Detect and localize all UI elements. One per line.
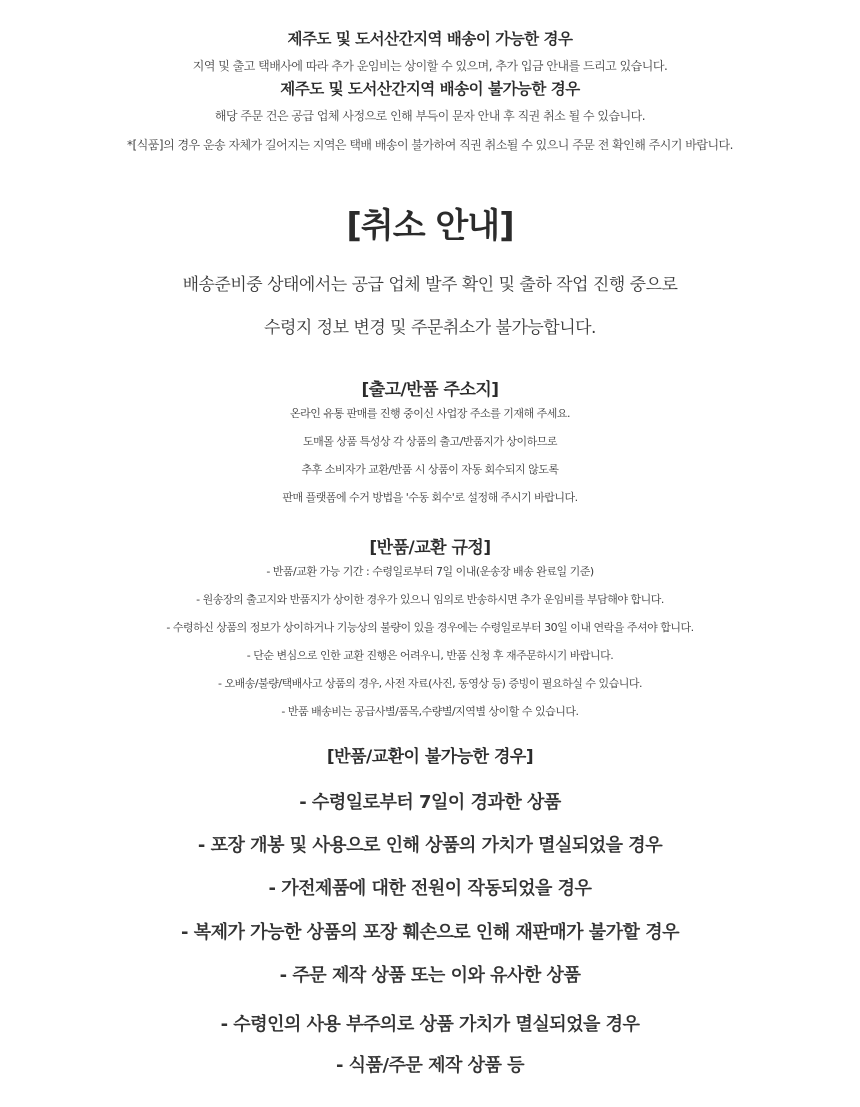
not-allowed-item: - 포장 개봉 및 사용으로 인해 상품의 가치가 멸실되었을 경우	[197, 835, 663, 856]
jeju-impossible-title: 제주도 및 도서산간지역 배송이 불가능한 경우	[280, 80, 580, 98]
cancel-line-2: 수령지 정보 변경 및 주문취소가 불가능합니다.	[264, 318, 596, 338]
jeju-possible-desc: 지역 및 출고 택배사에 따라 추가 운임비는 상이할 수 있으며, 추가 입금 안내를 드리고 있습니다.	[192, 59, 668, 73]
rules-line: - 반품 배송비는 공급사별/품목,수량별/지역별 상이할 수 있습니다.	[281, 705, 579, 718]
rules-line: - 오배송/불량/택배사고 상품의 경우, 사전 자료(사진, 동영상 등) 증빙이 필요하실 수 있습니다.	[218, 677, 642, 690]
address-line: 추후 소비자가 교환/반품 시 상품이 자동 회수되지 않도록	[301, 463, 559, 476]
address-line: 온라인 유통 판매를 진행 중이신 사업장 주소를 기재해 주세요.	[289, 407, 571, 420]
address-title: [출고/반품 주소지]	[361, 380, 499, 400]
rules-line: - 원송장의 출고지와 반품지가 상이한 경우가 있으니 임의로 반송하시면 추가 운임비를 부담해야 합니다.	[196, 593, 664, 606]
not-allowed-item: - 주문 제작 상품 또는 이와 유사한 상품	[279, 965, 581, 986]
cancel-title: [취소 안내]	[346, 206, 514, 246]
rules-line: - 단순 변심으로 인한 교환 진행은 어려우니, 반품 신청 후 재주문하시기 바랍니다.	[246, 649, 614, 662]
rules-line: - 반품/교환 가능 기간 : 수령일로부터 7일 이내(운송장 배송 완료일 기준)	[266, 565, 594, 578]
rules-line: - 수령하신 상품의 정보가 상이하거나 기능상의 불량이 있을 경우에는 수령일로부터 30일 이내 연락을 주셔야 합니다.	[166, 621, 694, 634]
not-allowed-item: - 수령일로부터 7일이 경과한 상품	[299, 792, 561, 813]
address-line: 판매 플랫폼에 수거 방법을 '수동 회수'로 설정해 주시기 바랍니다.	[282, 491, 578, 504]
jeju-impossible-desc: 해당 주문 건은 공급 업체 사정으로 인해 부득이 문자 안내 후 직권 취소 될 수 있습니다.	[214, 109, 646, 123]
food-note: *[식품]의 경우 운송 자체가 길어지는 지역은 택배 배송이 불가하여 직권 취소될 수 있으니 주문 전 확인해 주시기 바랍니다.	[127, 138, 733, 152]
not-allowed-item: - 복제가 가능한 상품의 포장 훼손으로 인해 재판매가 불가할 경우	[181, 922, 679, 943]
address-line: 도매몰 상품 특성상 각 상품의 출고/반품지가 상이하므로	[302, 435, 558, 448]
jeju-possible-title: 제주도 및 도서산간지역 배송이 가능한 경우	[287, 30, 573, 48]
not-allowed-title: [반품/교환이 불가능한 경우]	[326, 747, 534, 767]
not-allowed-item: - 수령인의 사용 부주의로 상품 가치가 멸실되었을 경우	[220, 1014, 640, 1035]
not-allowed-item: - 식품/주문 제작 상품 등	[335, 1055, 525, 1076]
not-allowed-item: - 가전제품에 대한 전원이 작동되었을 경우	[268, 878, 592, 899]
rules-title: [반품/교환 규정]	[369, 538, 491, 558]
cancel-line-1: 배송준비중 상태에서는 공급 업체 발주 확인 및 출하 작업 진행 중으로	[182, 275, 678, 295]
